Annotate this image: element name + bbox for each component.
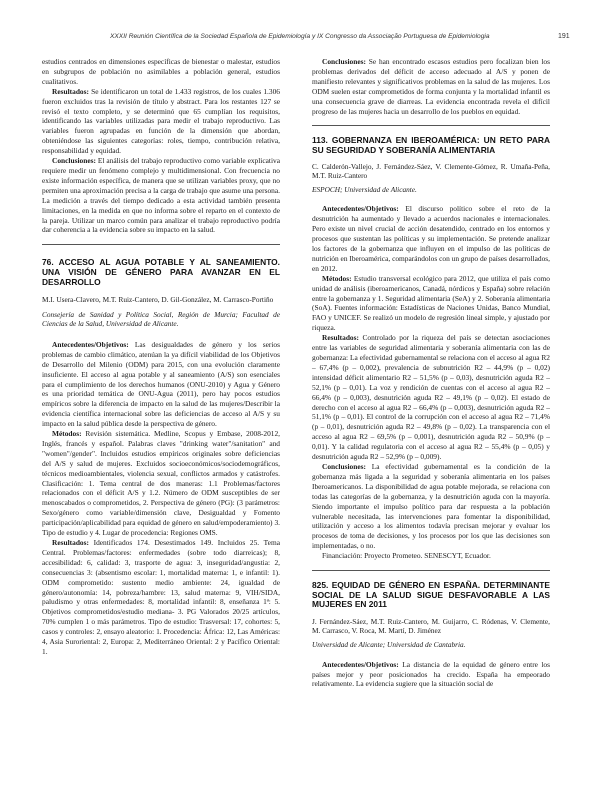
abstract-authors: J. Fernández-Sáez, M.T. Ruiz-Cantero, M. Guijarro, C. Ródenas, V. Clemente, M. Carrasco, V. Roca, M. Martí, D. Jiménez (312, 616, 550, 636)
paragraph (312, 660, 550, 690)
page-header (0, 0, 595, 46)
section-label: Resultados: (52, 538, 89, 547)
paragraph (312, 333, 550, 462)
abstract-authors: M.I. Usera-Clavero, M.T. Ruiz-Cantero, D. Gil-González, M. Carrasco-Portiño (42, 295, 274, 305)
paragraph (42, 87, 280, 156)
abstract-title: 825. EQUIDAD DE GÉNERO EN ESPAÑA. DETERMINANTE SOCIAL DE LA SALUD SIGUE DESFAVORABLE A LAS MUJERES EN 2011 (312, 580, 550, 610)
section-label: Antecedentes/Objetivos: (322, 204, 399, 214)
section-label: Métodos: (52, 429, 82, 439)
paragraph (312, 274, 550, 333)
section-text: Estudio transversal ecológico para 2012, que utiliza el país como unidad de análisis (iberoamericanos, Canadá, nórdicos y España) sobre relación entre la gobernanza y 1. Seguridad alimentaria (SeA) y 2. Soberanía alimentaria (SoA). Fuentes información: Estadísticas de Naciones Unidas, Banco Mundial, FAO y UNICEF. Se realizó un modelo de regresión lineal simple, y ajustado por riqueza. (312, 273, 550, 333)
section-label: Conclusiones: (322, 461, 366, 471)
paragraph (42, 340, 280, 429)
section-text: La distancia de la equidad de género entre los países mejor y peor posicionados ha crecido. España ha empeorado relativamente. La evidencia sugiere que la situación social de (312, 659, 550, 689)
section-text: Se han encontrado escasos estudios pero focalizan bien los problemas derivados del déficit de acceso adecuado al A/S y ponen de manifiesto relevantes y significativos problemas en la salud de las mujeres. Los ODM suelen estar comprometidos de forma conjunta y la mortalidad infantil es una consecuencia grave de diarreas. La evidencia encontrada revela el difícil progreso de las mujeres hacia un desarrollo de los pueblos en equidad. (312, 57, 550, 116)
section-label: Antecedentes/Objetivos: (322, 659, 399, 669)
left-column (42, 57, 280, 657)
paragraph (312, 462, 550, 551)
section-text: Controlado por la riqueza del país se detectan asociaciones entre las variables de seguridad alimentaria y soberanía alimentaria con las de gobernanza: La efectividad gubernamental se relaciona con el acceso al agua R2 – 67,4% (p – 0,002), prevalencia de subnutrición R2 – 44,9% (p – 0,02) intensidad déficit alimentario R2 – 51,5% (p – 0,03), desnutrición aguda R2 – 52,1% (p – 0,01). La voz y rendición de cuentas con el acceso al agua R2 – 66,4% (p – 0,003), desnutrición aguda R2 – 49,1% (p – 0,02). El estado de derecho con el acceso al agua R2 – 66,4% (p – 0,003), desnutrición aguda R2 – 51,1% (p – 0,01). El control de la corrupción con el acceso al agua R2 – 71,4% (p – 0,01), desnutrición aguda R2 – 49,8% (p – 0,02). La transparencia con el acceso al agua R2 – 69,5% (p – 0,001), desnutrición aguda R2 – 50,9% (p – 0,01). Y la calidad regulatoria con el acceso al agua R2 – 55,4% (p – 0,05) y desnutrición aguda R2 – 52,9% (p – 0,009). (312, 333, 550, 462)
paragraph: estudios centrados en dimensiones específicas de bienestar o malestar, estudios en subgrupos de población no asimilables a población general, estudios cualitativos. (42, 57, 280, 86)
section-label: Conclusiones: (322, 57, 366, 66)
right-column (312, 57, 550, 689)
abstract-affiliation: ESPOCH; Universidad de Alicante. (312, 184, 417, 194)
section-text: La efectividad gubernamental es la condición de la gobernanza más ligada a la seguridad y soberanía alimentaria en los países Iberoamericanos. La disponibilidad de agua potable mejorada, se relaciona con todas las categorías de la gobernanza, y la desnutrición aguda con la mayoría. Siendo importante el impulso político para dar respuesta a la población vulnerable necesitada, las intervenciones para fomentar la disponibilidad, utilización y acceso a los alimentos todavía precisan mejorar y evaluar los procesos de toma de decisiones, y los procesos por los que las decisiones son implementadas, o no. (312, 461, 550, 551)
section-text: El discurso político sobre el reto de la desnutrición ha aumentado y llevado a acuerdos nacionales e internacionales. Pero existe un nivel crucial de acción desatendido, centrado en los entornos y procesos que sustentan las políticas y su implementación. Se pretende analizar los factores de la gobernanza que influyen en el impulso de las políticas de nutrición en Iberoamérica, comparándolos con un grupo de países desarrollados, en 2012. (312, 204, 550, 273)
section-text: Revisión sistemática. Medline, Scopus y Embase, 2008-2012, Inglés, francés y español. Palabras claves "drinking water"/sanitation" and "women"/gender". Incluidos estudios empíricos originales sobre deficiencias del A/S y salud de mujeres. Excluidos socioeconómicos/sociodemográficos, técnicos medioambientales, violencia sexual, conflictos armados y catástrofes. Clasificación: 1. Tema central de dos maneras: 1.1 Problemas/factores relacionados con el déficit A/S y 1.2. Número de ODM susceptibles de ser menoscabados o comprometidos, 2. Perspectiva de género (PG): (3 parámetros: Sexo/género como variable/dimensión clave, Desigualdad y Fomento participación/aplicabilidad para equidad de género en salud/empoderamiento) 3. Tipo de estudio y 4. Lugar de procedencia: Regiones OMS. (42, 429, 280, 538)
paragraph (42, 429, 280, 538)
abstract-affiliation: Universidad de Alicante; Universidad de Cantabria. (312, 640, 466, 649)
section-label: Antecedentes/Objetivos: (52, 339, 129, 349)
section-text: El análisis del trabajo reproductivo como variable explicativa requiere medir un fenómeno complejo y multidimensional. Con frecuencia no existe información específica, de manera que se utilizan variables proxy, que no permiten una aproximación precisa a la carga de trabajo que asume una persona. La medición a través del tiempo dedicado a esta actividad también presenta limitaciones, en la medida en que no informa sobre el reparto en el contexto de la pareja. Utilizar un marco común para analizar el trabajo reproductivo podría dar coherencia a la evidencia sobre su impacto en la salud. (42, 156, 280, 235)
paragraph (42, 156, 280, 235)
section-label: Métodos: (322, 273, 352, 283)
abstract-title: 113. GOBERNANZA EN IBEROAMÉRICA: UN RETO PARA SU SEGURIDAD Y SOBERANÍA ALIMENTARIA (312, 135, 550, 156)
page-number: 191 (558, 33, 570, 40)
section-label: Resultados: (52, 86, 89, 96)
abstract-affiliation: Consejería de Sanidad y Política Social, Región de Murcia; Facultad de Ciencias de la Salud, Universidad de Alicante. (42, 309, 280, 329)
section-text: Las desigualdades de género y los serios problemas de cambio climático, atenúan la ya difícil viabilidad de los Objetivos de Desarrollo del Milenio (ODM) para 2015, con una evolución claramente insuficiente. El acceso al agua potable y al saneamiento (A/S) son esenciales para el cumplimiento de los derechos humanos (ONU-2010) y Agua y Género es una prioridad temática de ONU-Agua (2011), pero hay pocos estudios empíricos sobre la diferencia de impacto en la salud de las mujeres/Describir la evidencia científica internacional sobre las deficiencias de acceso al A/S y su impacto en la salud pública desde la perspectiva de género. (42, 339, 280, 429)
section-text: Identificados 174. Desestimados 149. Incluidos 25. Tema Central. Problemas/factores: enfermedades (sobre todo diarreicas); 8, accesibilidad: 6, calidad: 3, trasporte de agua: 3, inseguridad/angustia: 2, consecuencias 3: (absentismo escolar: 1, mortalidad materna: 1, e infantil: 1). ODM comprometido: sustento medio ambiente: 24, igualdad de género/autonomía: 14, pobreza/hambre: 13, salud materna: 9, VIH/SIDA, paludismo y otras enfermedades: 8, mortalidad infantil: 8, enseñanza 1ª: 5. Objetivos comprometidos/estudio mediana- 3. PG Valorados 20/25 artículos, 70% cumplen 1 o más parámetros. Tipo de estudio: Trasversal: 17, cohortes: 5, casos y controles: 2, ensayo aleatorio: 1. Procedencia: África: 12, Las Américas: 4, Asia Suroriental: 2, Europa: 2, Mediterráneo Oriental: 2 y Pacífico Oriental: 1. (42, 538, 280, 656)
paragraph (312, 57, 550, 116)
paragraph (312, 204, 550, 273)
running-title: XXXII Reunión Científica de la Sociedad Española de Epidemiología y IX Congresso da Associação Portuguesa de Epidemiologia (110, 33, 490, 40)
section-label: Conclusiones: (52, 156, 96, 166)
abstract-title: 76. ACCESO AL AGUA POTABLE Y AL SANEAMIENTO. UNA VISIÓN DE GÉNERO PARA AVANZAR EN EL DESARROLLO (42, 257, 280, 287)
paragraph (42, 538, 280, 657)
section-label: Resultados: (322, 333, 359, 343)
section-text: Se identificaron un total de 1.433 registros, de los cuales 1.306 fueron excluidos tras la revisión de título y abstract. Para los restantes 127 se revisó el texto completo, y se determinó que 65 cumplían los requisitos, identificando las variables utilizadas para medir el trabajo reproductivo. Las variables fueron agrupadas en función de la dimensión que abordan, obteniéndose las siguientes categorías: roles, tiempo, contribución relativa, responsabilidad y equidad. (42, 86, 280, 156)
funding-note: Financiación: Proyecto Prometeo. SENESCYT, Ecuador. (322, 551, 491, 561)
abstract-authors: C. Calderón-Vallejo, J. Fernández-Sáez, V. Clemente-Gómez, R. Umaña-Peña, M.T. Ruiz-Cantero (312, 161, 550, 181)
